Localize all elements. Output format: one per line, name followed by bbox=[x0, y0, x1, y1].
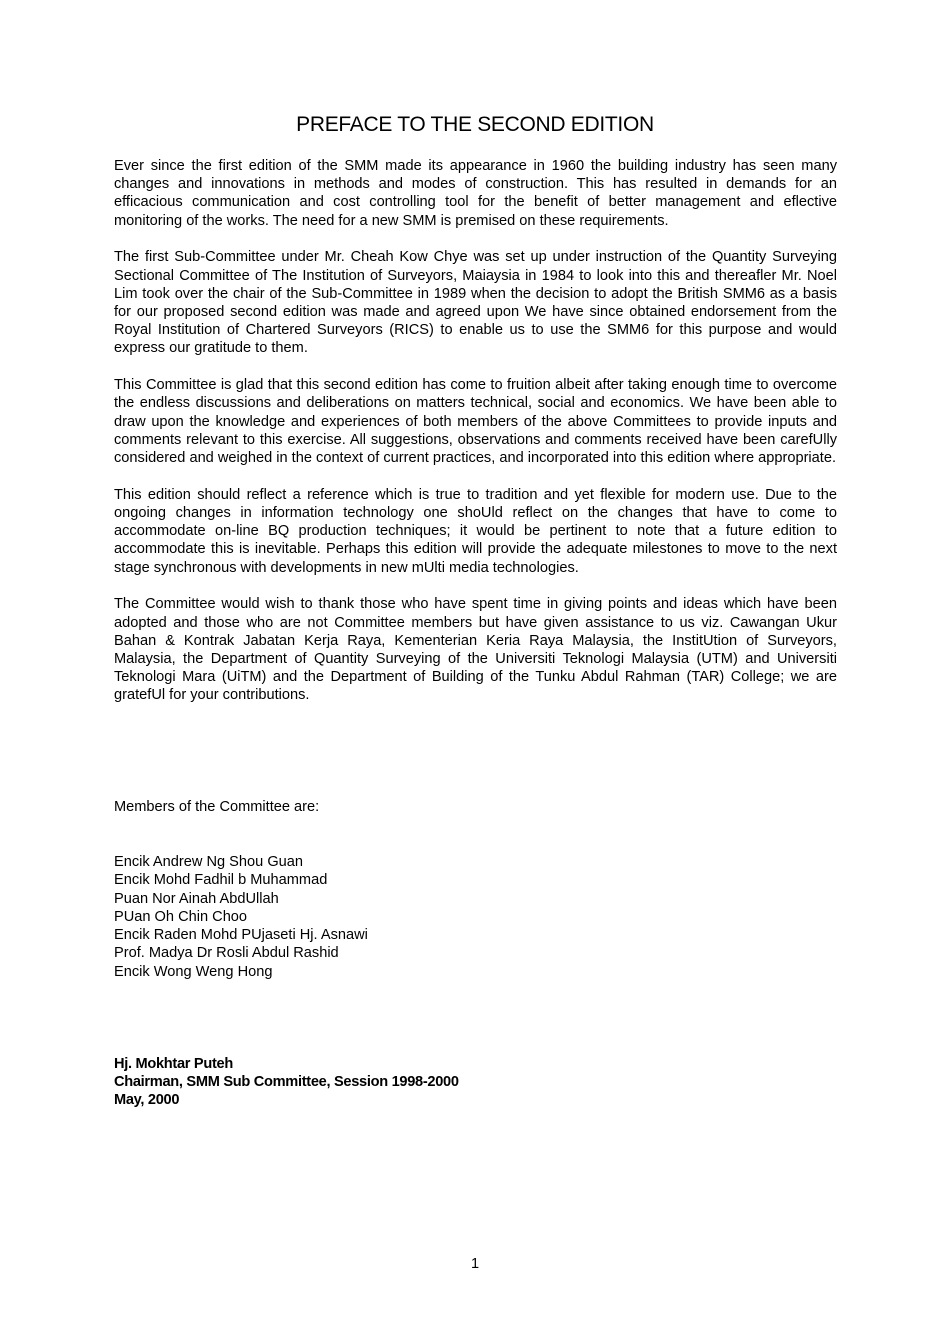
page-number: 1 bbox=[470, 1256, 480, 1272]
paragraph-5: The Committee would wish to thank those who have spent time in giving points and ideas which have been adopted and those who are not Committee members but have given assistance to us viz. Cawangan Ukur Bahan & Kontrak Jabatan Kerja Raya, Kementerian Keria Raya Malaysia, the InstitUtion of Surveyors, Malaysia, the Department of Quantity Surveying of the Universiti Teknologi Malaysia (UTM) and Universiti Teknologi Mara (UiTM) and the Department of Building of the Tunku Abdul Rahman (TAR) College; we are gratefUl for your contributions. bbox=[114, 596, 837, 704]
signature-date: May, 2000 bbox=[114, 1092, 180, 1109]
signatory-name: Hj. Mokhtar Puteh bbox=[114, 1056, 233, 1072]
member-item: Puan Nor Ainah AbdUllah bbox=[114, 890, 279, 907]
signatory-role: Chairman, SMM Sub Committee, Session 1998-2000 bbox=[114, 1074, 459, 1091]
paragraph-2: The first Sub-Committee under Mr. Cheah Kow Chye was set up under instruction of the Quantity Surveying Sectional Committee of The Institution of Surveyors, Maiaysia in 1984 to look into this and thereafler Mr. Noel Lim took over the chair of the Sub-Committee in 1989 when the decision to adopt the British SMM6 as a basis for our proposed second edition was made and agreed upon We have since obtained endorsement from the Royal Institution of Chartered Surveyors (RICS) to enable us to use the SMM6 for this purpose and would express our gratitude to them. bbox=[114, 249, 837, 357]
members-list bbox=[114, 853, 368, 981]
paragraph-1: Ever since the first edition of the SMM made its appearance in 1960 the building industry has seen many changes and innovations in methods and modes of construction. This has resulted in demands for an efficacious communication and cost controlling tool for the benefit of better management and eflective monitoring of the works. The need for a new SMM is premised on these requirements. bbox=[114, 158, 837, 229]
member-item: Encik Mohd Fadhil b Muhammad bbox=[114, 872, 328, 889]
preface-body bbox=[114, 157, 837, 723]
paragraph-4: This edition should reflect a reference which is true to tradition and yet flexible for modern use. Due to the ongoing changes in information technology one shoUld reflect on the changes that have to come to accommodate on-line BQ production techniques; it would be pertinent to note that a future edition to accommodate this is inevitable. Perhaps this edition will provide the adequate milestones to move to the next stage synchronous with developments in new mUlti media technologies. bbox=[114, 486, 837, 576]
member-item: Encik Wong Weng Hong bbox=[114, 963, 273, 980]
member-item: Encik Andrew Ng Shou Guan bbox=[114, 854, 304, 870]
signature-block bbox=[114, 1055, 459, 1110]
members-heading: Members of the Committee are: bbox=[114, 799, 320, 815]
member-item: Prof. Madya Dr Rosli Abdul Rashid bbox=[114, 945, 339, 962]
member-item: Encik Raden Mohd PUjaseti Hj. Asnawi bbox=[114, 927, 368, 944]
paragraph-3: This Committee is glad that this second edition has come to fruition albeit after taking enough time to overcome the endless discussions and deliberations on matters technical, social and economics. We have been able to draw upon the knowledge and experiences of both members of the above Committees to provide inputs and comments relevant to this exercise. All suggestions, observations and comments received have been carefUlly considered and weighed in the context of current practices, and incorporated into this edition where appropriate. bbox=[114, 377, 837, 467]
page-title: PREFACE TO THE SECOND EDITION bbox=[296, 113, 654, 136]
member-item: PUan Oh Chin Choo bbox=[114, 908, 248, 925]
